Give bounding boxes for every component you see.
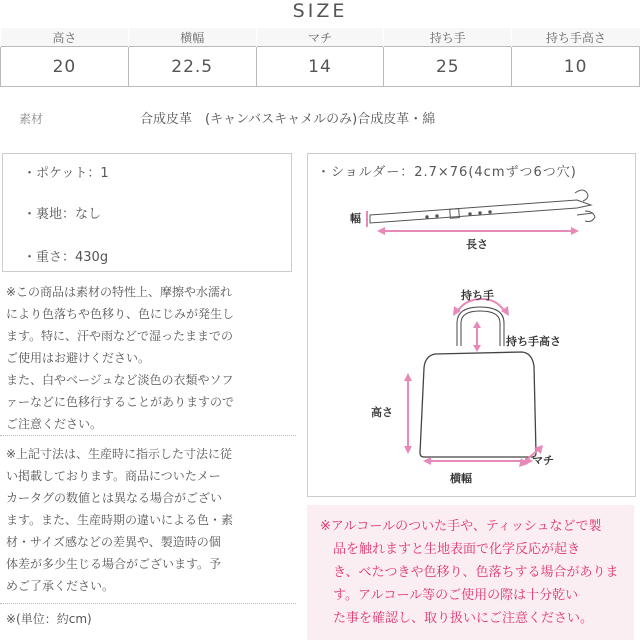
handle-height-arrow xyxy=(473,321,481,352)
material-label: 素材 xyxy=(19,112,44,126)
alcohol-warning-line: き、べたつきや色移り、色落ちする場合がありま xyxy=(320,565,619,580)
care-note-line: により色落ちや色移り、色にじみが発生し xyxy=(6,307,235,321)
shoulder-spec: ・ショルダー：2.7×76(4cmずつ6つ穴) xyxy=(317,165,577,180)
care-note-line: また、白やベージュなど淡色の衣類やソフ xyxy=(6,373,234,387)
size-value-width: 22.5 xyxy=(128,47,256,87)
size-value-handle: 25 xyxy=(384,47,512,87)
unit-note: ※(単位：約cm) xyxy=(6,612,92,626)
size-note-line: カータグの数値とは異なる場合がござい xyxy=(6,491,223,505)
size-value-height: 20 xyxy=(1,47,129,87)
size-note xyxy=(6,443,291,597)
size-header-height: 高さ xyxy=(1,28,129,47)
height-arrow xyxy=(404,373,412,454)
alcohol-warning-line: 品を触れますと生地表面で化学反応が起き xyxy=(320,542,581,557)
care-note-line: ※この商品は素材の特性上、摩擦や水濡れ xyxy=(6,285,233,299)
care-note-line: ご注意ください。 xyxy=(6,417,103,431)
alcohol-warning-line: ※アルコールのついた手や、ティッシュなどで製 xyxy=(320,519,602,534)
care-note-line: ご使用はお避けください。 xyxy=(6,351,151,365)
alcohol-warning xyxy=(320,515,630,630)
note-divider xyxy=(0,435,296,436)
feature-weight: ・重さ：430g xyxy=(23,250,109,265)
care-note-line: ァーなどに色移行することがありますので xyxy=(6,395,235,409)
width-label: 横幅 xyxy=(450,472,472,485)
bag-diagram xyxy=(307,153,634,495)
size-table xyxy=(0,28,640,87)
size-value-handle-height: 10 xyxy=(512,47,640,87)
size-note-line: い掲載しております。商品についたメー xyxy=(6,469,221,483)
width-arrow xyxy=(423,457,533,465)
handle-height-label: 持ち手高さ xyxy=(506,335,561,348)
feature-lining: ・裏地：なし xyxy=(23,207,102,222)
feature-pocket: ・ポケット：1 xyxy=(23,166,109,181)
size-note-line: 体差が多少生じる場合がございます。予 xyxy=(6,557,222,571)
size-note-line: 材・サイズ感などの差異や、製造時の個 xyxy=(6,535,221,549)
strap-illustration xyxy=(370,190,595,223)
size-note-line: ※上記寸法は、生産時に指示した寸法に従 xyxy=(6,447,233,461)
strap-width-label: 幅 xyxy=(350,212,361,225)
handle-label: 持ち手 xyxy=(461,289,494,302)
size-note-line: ます。また、生産時期の違いによる色・素 xyxy=(6,513,234,527)
size-header-handle: 持ち手 xyxy=(384,28,512,47)
material-value: 合成皮革 (キャンバスキャメルのみ)合成皮革・綿 xyxy=(140,112,436,127)
height-label: 高さ xyxy=(371,406,393,419)
care-note-line: ます。特に、汗や雨などで湿ったままでの xyxy=(6,329,234,343)
strap-length-label: 長さ xyxy=(466,238,488,251)
page-title: SIZE xyxy=(292,0,348,22)
material-row xyxy=(0,96,640,138)
strap-length-arrow xyxy=(377,227,579,235)
gusset-label: マチ xyxy=(532,454,554,467)
care-note xyxy=(6,281,291,435)
alcohol-warning-line: た事を確認し、取り扱いにご注意ください。 xyxy=(320,611,594,626)
unit-divider xyxy=(0,603,296,604)
alcohol-warning-line: す。アルコール等のご使用の際は十分乾い xyxy=(320,588,579,603)
size-header-gusset: マチ xyxy=(256,28,384,47)
size-value-gusset: 14 xyxy=(256,47,384,87)
size-header-width: 横幅 xyxy=(128,28,256,47)
size-note-line: めご了承ください。 xyxy=(6,579,115,593)
size-header-handle-height: 持ち手高さ xyxy=(512,28,640,47)
